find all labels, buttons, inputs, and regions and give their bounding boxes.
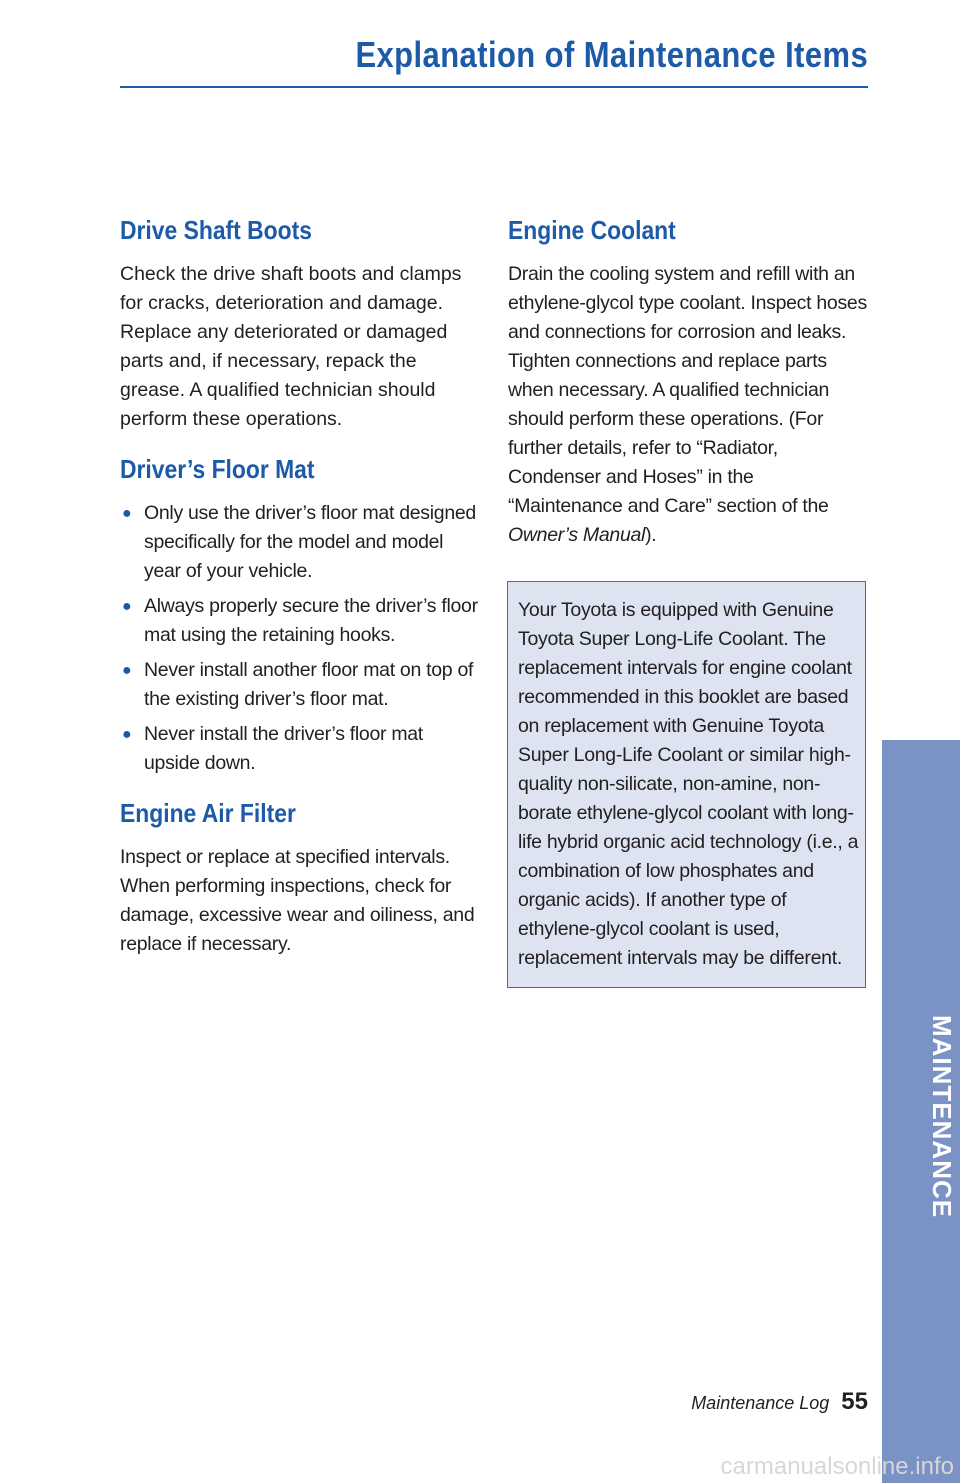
- text-drive-shaft-boots: Check the drive shaft boots and clamps for cracks, deterioration and damage. Replace any deteriorated or damaged parts and, if necessary, repack the grease. A qualified technician should perform these operations.: [120, 263, 462, 430]
- side-tab-label: MAINTENANCE: [927, 1015, 957, 1219]
- heading-engine-air-filter: Engine Air Filter: [120, 798, 296, 828]
- title-divider: [120, 86, 868, 88]
- right-column: [508, 215, 868, 550]
- list-item: ● Never install another floor mat on top of the existing driver’s floor mat.: [120, 656, 480, 714]
- coolant-note-box: [507, 581, 866, 988]
- bullet-icon: ●: [122, 505, 132, 522]
- watermark: carmanualsonline.info: [720, 1453, 954, 1480]
- page-footer: [691, 1388, 868, 1416]
- section-engine-coolant: [508, 215, 868, 550]
- heading-drivers-floor-mat: Driver’s Floor Mat: [120, 454, 315, 484]
- heading-engine-coolant: Engine Coolant: [508, 215, 676, 245]
- bullet-icon: ●: [122, 726, 132, 743]
- section-engine-air-filter: [120, 798, 480, 959]
- section-drive-shaft-boots: [120, 215, 480, 434]
- footer-label: Maintenance Log: [691, 1393, 830, 1413]
- text-engine-air-filter: Inspect or replace at specified intervals. When performing inspections, check for damage, excessive wear and oiliness, and replace if necessary.: [120, 846, 475, 955]
- coolant-note-text: Your Toyota is equipped with Genuine Toyota Super Long-Life Coolant. The replacement intervals for engine coolant recommended in this booklet are based on replacement with Genuine Toyota Super Long-Life Coolant or similar high-quality non-silicate, non-amine, non-borate ethylene-glycol coolant with long-life hybrid organic acid technology (i.e., a combination of low phosphates and organic acids). If another type of ethylene-glycol coolant is used, replacement intervals may be different.: [518, 599, 859, 969]
- bullet-icon: ●: [122, 662, 132, 679]
- heading-drive-shaft-boots: Drive Shaft Boots: [120, 215, 312, 245]
- page-title: Explanation of Maintenance Items: [355, 34, 868, 75]
- text-engine-coolant: Drain the cooling system and refill with an ethylene-glycol type coolant. Inspect hoses and connections for corrosion and leaks. Tighten connections and replace parts when necessary. A qualified technician should perform these operations. (For further details, refer to “Radiator, Condenser and Hoses” in the “Maintenance and Care” section of the Owner’s Manual).: [508, 263, 867, 546]
- section-drivers-floor-mat: [120, 454, 480, 778]
- left-column: [120, 215, 480, 959]
- list-item: ● Never install the driver’s floor mat upside down.: [120, 720, 480, 778]
- owners-manual-reference: Owner’s Manual: [508, 524, 646, 546]
- floor-mat-bullet-list: [120, 499, 480, 778]
- page-number: 55: [841, 1388, 868, 1415]
- list-item: ● Always properly secure the driver’s floor mat using the retaining hooks.: [120, 592, 480, 650]
- list-item: ● Only use the driver’s floor mat designed specifically for the model and model year of your vehicle.: [120, 499, 480, 586]
- bullet-icon: ●: [122, 598, 132, 615]
